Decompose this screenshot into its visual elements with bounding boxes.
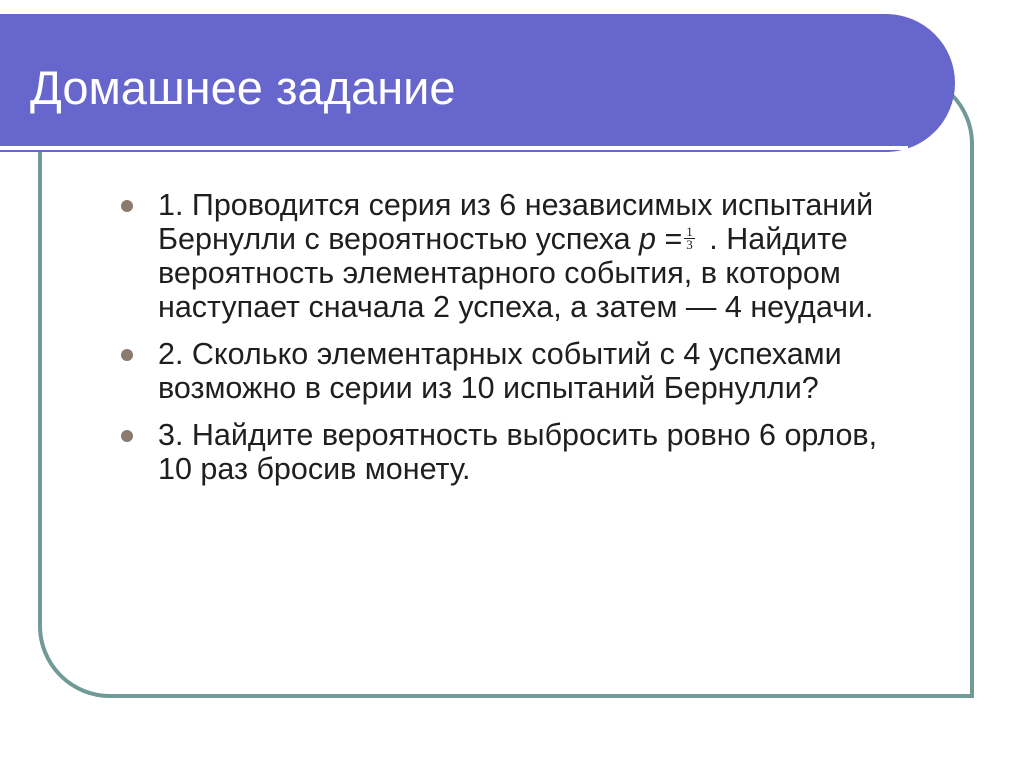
list-item-1 bbox=[158, 188, 898, 324]
title-bar bbox=[0, 14, 955, 152]
bullet-dot-icon bbox=[121, 200, 133, 212]
list-item-2 bbox=[158, 337, 898, 405]
item-2-text: 2. Сколько элементарных событий с 4 успехами возможно в серии из 10 испытаний Бернулли? bbox=[158, 337, 842, 405]
item-1-equals: = bbox=[664, 222, 683, 256]
list-item-3 bbox=[158, 418, 898, 486]
slide-title: Домашнее задание bbox=[30, 61, 456, 114]
bullet-list bbox=[158, 188, 898, 499]
item-1-text-after: . Найдите вероятность элементарного события, в котором наступает сначала 2 успеха, а затем — 4 неудачи. bbox=[158, 222, 874, 324]
item-1-variable: p bbox=[639, 222, 656, 256]
fraction bbox=[684, 226, 695, 251]
fraction-denominator: 3 bbox=[686, 237, 693, 253]
item-1-text-before: 1. Проводится серия из 6 независимых испытаний Бернулли с вероятностью успеха bbox=[158, 188, 874, 256]
fraction-numerator: 1 bbox=[686, 224, 693, 240]
bullet-dot-icon bbox=[121, 349, 133, 361]
bullet-dot-icon bbox=[121, 430, 133, 442]
item-3-text: 3. Найдите вероятность выбросить ровно 6 орлов, 10 раз бросив монету. bbox=[158, 418, 878, 486]
title-underline bbox=[0, 146, 908, 150]
